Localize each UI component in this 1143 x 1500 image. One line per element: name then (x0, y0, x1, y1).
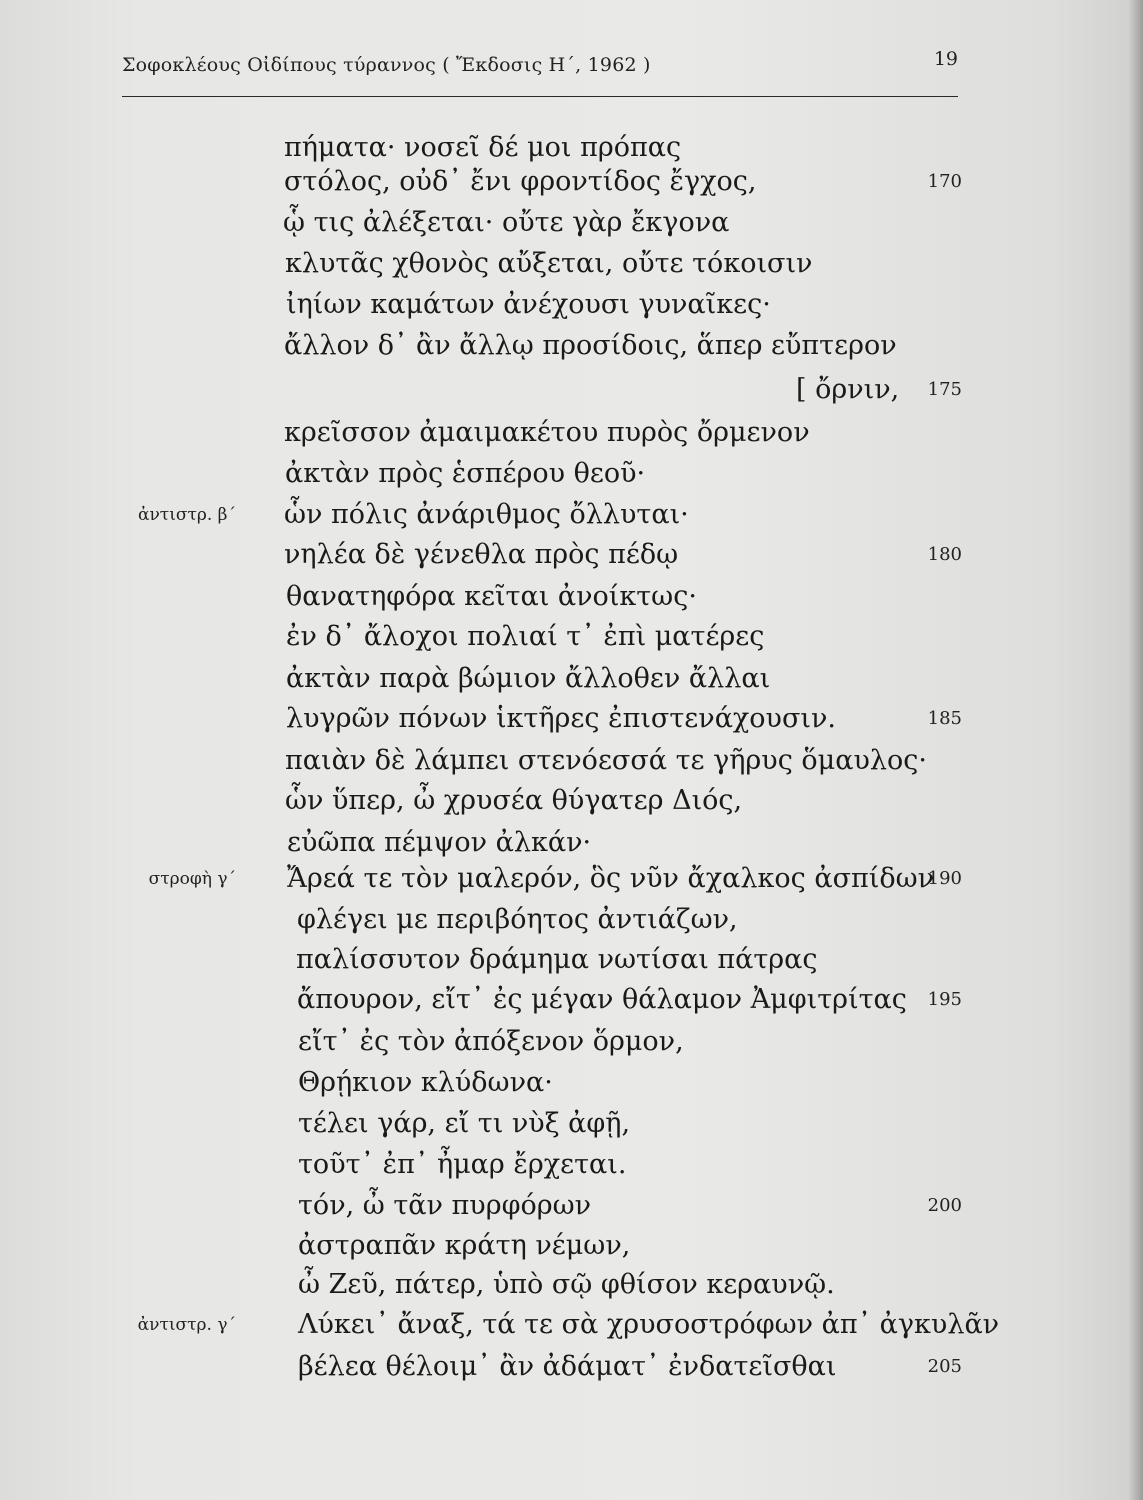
verse-line (0, 203, 1143, 243)
verse-text: θανατηφόρα κεῖται ἀνοίκτως· (286, 581, 697, 612)
verse-line (0, 285, 1143, 325)
verse-line (0, 859, 1143, 899)
verse-text: Θρῄκιον κλύδωνα· (298, 1067, 553, 1098)
verse-line (0, 454, 1143, 494)
verse-text: ἐν δ᾽ ἄλοχοι πολιαί τ᾽ ἐπὶ ματέρες (286, 621, 765, 652)
verse-text: παιὰν δὲ λάμπει στενόεσσά τε γῆρυς ὅμαυλος· (285, 745, 927, 776)
verse-text: ἀκτὰν παρὰ βώμιον ἄλλοθεν ἄλλαι (286, 663, 771, 694)
verse-line (0, 1347, 1143, 1387)
verse-text: εἴτ᾽ ἐς τὸν ἀπόξενον ὅρμον, (298, 1026, 684, 1057)
verse-line (0, 1063, 1143, 1103)
verse-line (0, 244, 1143, 284)
verse-line (0, 659, 1143, 699)
running-header (122, 44, 958, 97)
verse-line (0, 1226, 1143, 1266)
strophe-label: ἀντιστρ. γ΄ (137, 1315, 236, 1335)
verse-text: [ ὄρνιν, (796, 374, 900, 405)
verse-text: ᾧ τις ἀλέξεται· οὔτε γὰρ ἔκγονα (283, 207, 730, 238)
verse-text: ὧν ὕπερ, ὦ χρυσέα θύγατερ Διός, (285, 785, 743, 816)
verse-line (0, 1265, 1143, 1305)
verse-text: φλέγει με περιβόητος ἀντιάζων, (297, 904, 738, 935)
verse-line (0, 781, 1143, 821)
verse-line (0, 577, 1143, 617)
verse-text: νηλέα δὲ γένεθλα πρὸς πέδῳ (284, 539, 679, 570)
verse-text: ἄλλον δ᾽ ἂν ἄλλῳ προσίδοις, ἅπερ εὔπτερον (284, 330, 897, 361)
verse-line (0, 495, 1143, 535)
verse-line (0, 1145, 1143, 1185)
strophe-label: ἀντιστρ. β΄ (137, 505, 236, 525)
verse-text: κλυτᾶς χθονὸς αὔξεται, οὔτε τόκοισιν (285, 248, 813, 279)
verse-text: βέλεα θέλοιμ᾽ ἂν ἀδάματ᾽ ἐνδατεῖσθαι (298, 1351, 837, 1382)
verse-text: Λύκει᾽ ἄναξ, τά τε σὰ χρυσοστρόφων ἀπ᾽ ἀγκυλᾶν (298, 1309, 1000, 1340)
verse-text: κρεῖσσον ἀμαιμακέτου πυρὸς ὄρμενον (284, 417, 810, 448)
verse-line (0, 535, 1143, 575)
verse-text: ἀκτὰν πρὸς ἑσπέρου θεοῦ· (285, 458, 646, 489)
verse-text: ἀστραπᾶν κράτη νέμων, (298, 1230, 631, 1261)
verse-line (0, 1305, 1143, 1345)
line-number: 180 (927, 544, 962, 565)
verse-text: ἄπουρον, εἴτ᾽ ἐς μέγαν θάλαμον Ἀμφιτρίτας (297, 984, 907, 1015)
line-number: 205 (927, 1356, 962, 1377)
strophe-label: στροφὴ γ΄ (148, 869, 236, 889)
header-title: Σοφοκλέους Οἰδίπους τύραννος ( Ἔκδοσις Η΄, 1962 ) (122, 54, 651, 76)
verse-line (0, 413, 1143, 453)
verse-line (0, 1104, 1143, 1144)
verse-text: εὐῶπα πέμψον ἀλκάν· (287, 827, 592, 858)
page-number: 19 (933, 48, 958, 70)
line-number: 195 (927, 989, 962, 1010)
verse-line (0, 1186, 1143, 1226)
verse-text: λυγρῶν πόνων ἱκτῆρες ἐπιστενάχουσιν. (286, 703, 836, 734)
verse-text: ὧν πόλις ἀνάριθμος ὄλλυται· (284, 499, 689, 530)
line-number: 190 (927, 868, 962, 889)
verse-text: ἰηίων καμάτων ἀνέχουσι γυναῖκες· (286, 289, 771, 320)
verse-line (0, 900, 1143, 940)
verse-line (0, 980, 1143, 1020)
verse-line (0, 1022, 1143, 1062)
verse-text: τέλει γάρ, εἴ τι νὺξ ἀφῇ, (298, 1108, 631, 1139)
verse-text: πήματα· νοσεῖ δέ μοι πρόπας (284, 132, 682, 163)
line-number: 200 (927, 1195, 962, 1216)
verse-text: τόν, ὦ τᾶν πυρφόρων (298, 1190, 592, 1221)
line-number: 175 (927, 379, 962, 400)
verse-line (0, 741, 1143, 781)
verse-line (0, 940, 1143, 980)
verse-line (0, 370, 1143, 410)
verse-text: ὦ Ζεῦ, πάτερ, ὑπὸ σῷ φθίσον κεραυνῷ. (298, 1269, 835, 1300)
verse-text: παλίσσυτον δράμημα νωτίσαι πάτρας (296, 944, 818, 975)
verse-line (0, 823, 1143, 863)
verse-line (0, 617, 1143, 657)
verse-line (0, 699, 1143, 739)
line-number: 170 (927, 171, 962, 192)
line-number: 185 (927, 708, 962, 729)
verse-text: τοῦτ᾽ ἐπ᾽ ἦμαρ ἔρχεται. (298, 1149, 627, 1180)
verse-line (0, 162, 1143, 202)
verse-text: Ἄρεά τε τὸν μαλερόν, ὃς νῦν ἄχαλκος ἀσπίδων (287, 863, 935, 894)
verse-text: στόλος, οὐδ᾽ ἔνι φροντίδος ἔγχος, (284, 166, 757, 197)
verse-line (0, 326, 1143, 366)
